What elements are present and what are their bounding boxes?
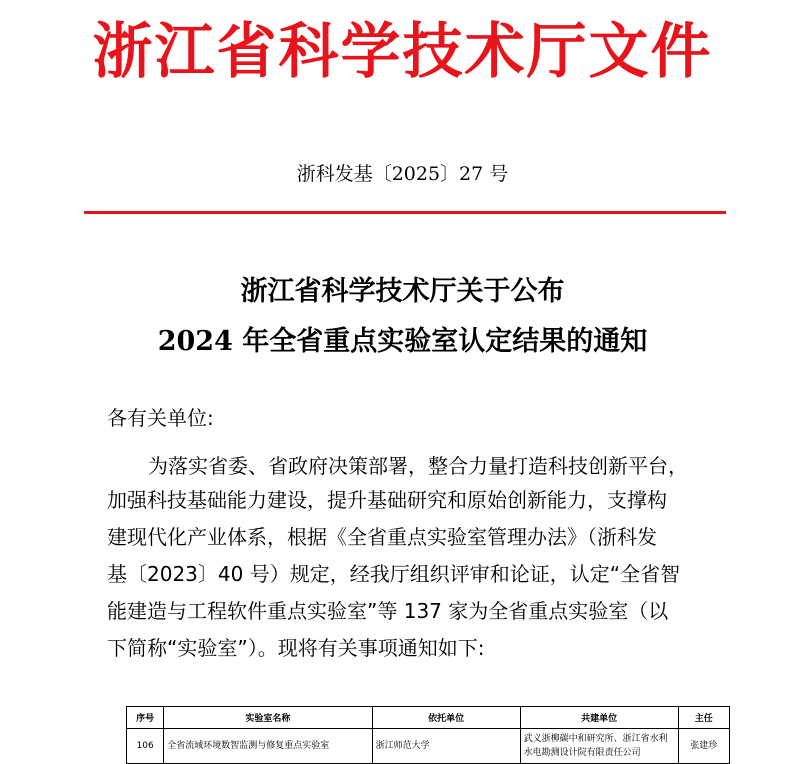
notice-title-line-2: 2024 年全省重点实验室认定结果的通知 xyxy=(157,326,648,357)
row-number: 106 xyxy=(127,729,164,764)
table-row xyxy=(127,729,730,764)
body-paragraph-line: 建现代化产业体系，根据《全省重点实验室管理办法》（浙科发 xyxy=(107,525,657,549)
column-header-number: 序号 xyxy=(127,707,164,729)
lab-name: 全省流域环境数智监测与修复重点实验室 xyxy=(164,729,372,764)
notice-title-line-1: 浙江省科学技术厅关于公布 xyxy=(240,276,565,307)
column-header-director: 主任 xyxy=(678,707,729,729)
partner-unit: 武义浙柳碳中和研究所、浙江省水利水电勘测设计院有限责任公司 xyxy=(520,729,678,764)
laboratory-table xyxy=(126,706,730,764)
director: 张建珍 xyxy=(678,729,729,764)
host-unit: 浙江师范大学 xyxy=(372,729,520,764)
column-header-partner-unit: 共建单位 xyxy=(520,707,678,729)
document-header-title: 浙江省科学技术厅文件 xyxy=(92,17,713,87)
body-paragraph-line: 下简称“实验室”）。现将有关事项通知如下: xyxy=(107,636,485,660)
body-paragraph-line: 能建造与工程软件重点实验室”等 137 家为全省重点实验室（以 xyxy=(107,599,669,623)
column-header-host-unit: 依托单位 xyxy=(372,707,520,729)
body-paragraph-line: 为落实省委、省政府决策部署，整合力量打造科技创新平台， xyxy=(148,454,688,478)
column-header-lab-name: 实验室名称 xyxy=(164,707,372,729)
body-paragraph-line: 基〔2023〕40 号）规定，经我厅组织评审和论证，认定“全省智 xyxy=(107,562,681,586)
body-paragraph-line: 加强科技基础能力建设，提升基础研究和原始创新能力，支撑构 xyxy=(107,488,667,512)
red-divider-line xyxy=(84,211,726,214)
table-header-row xyxy=(127,707,730,729)
document-number: 浙科发基〔2025〕27 号 xyxy=(296,163,509,185)
salutation: 各有关单位: xyxy=(107,406,214,430)
